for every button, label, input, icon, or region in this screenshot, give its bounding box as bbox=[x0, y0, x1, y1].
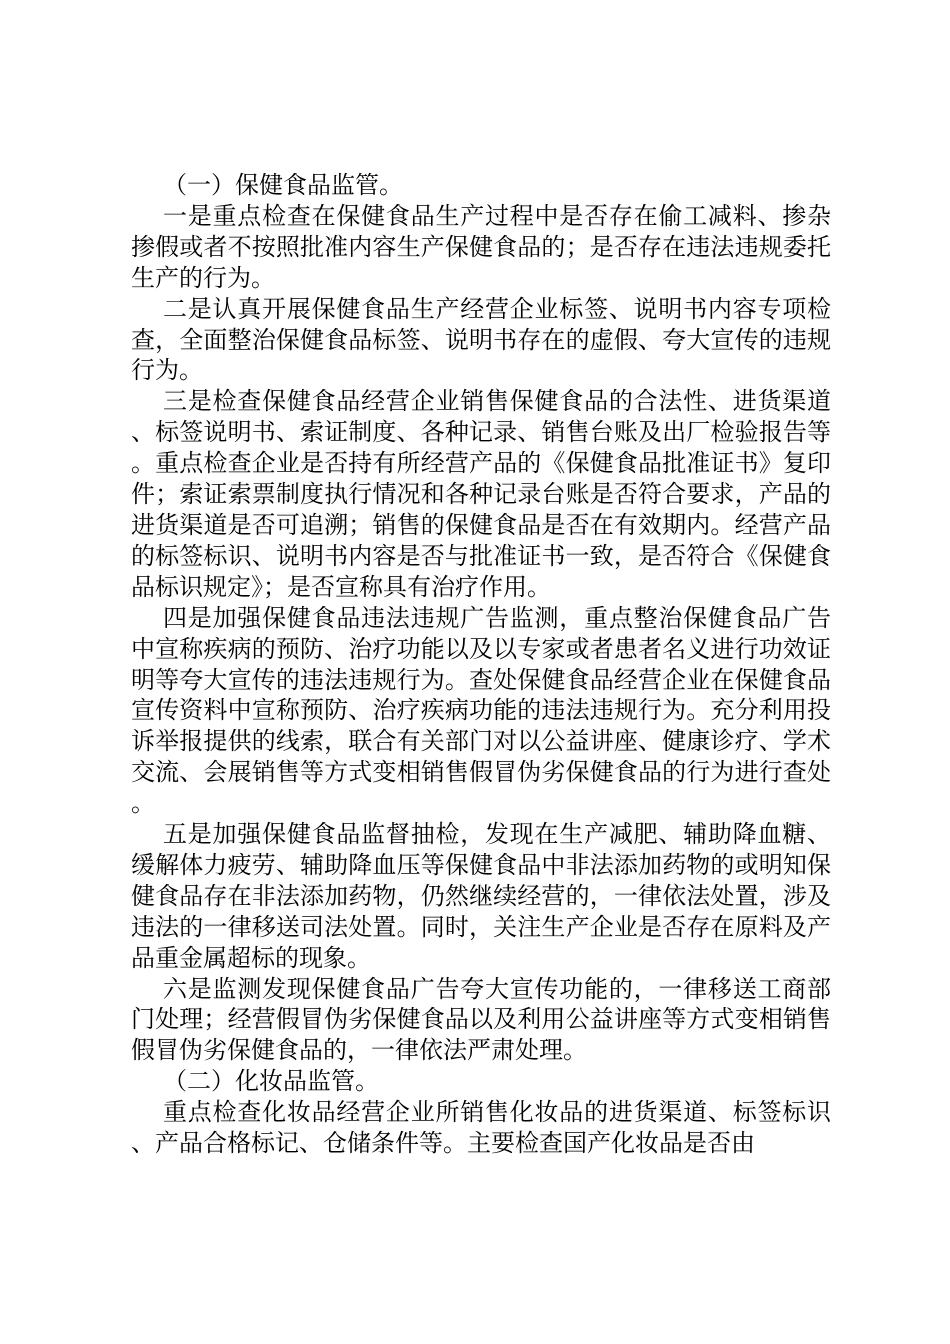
paragraph-sampling-inspection: 五是加强保健食品监督抽检，发现在生产减肥、辅助降血糖、缓解体力疲劳、辅助降血压等保健食品中非法添加药物的或明知保健食品存在非法添加药物，仍然继续经营的，一律依法处置，涉及违法的一律移送司法处置。同时，关注生产企业是否存在原料及产品重金属超标的现象。 bbox=[131, 820, 831, 972]
paragraph-enforcement-transfer: 六是监测发现保健食品广告夸大宣传功能的，一律移送工商部门处理；经营假冒伪劣保健食品以及利用公益讲座等方式变相销售假冒伪劣保健食品的，一律依法严肃处理。 bbox=[131, 974, 831, 1065]
paragraph-distribution-inspection: 三是检查保健食品经营企业销售保健食品的合法性、进货渠道、标签说明书、索证制度、各种记录、销售台账及出厂检验报告等。重点检查企业是否持有所经营产品的《保健食品批准证书》复印件；索证索票制度执行情况和各种记录台账是否符合要求，产品的进货渠道是否可追溯；销售的保健食品是否在有效期内。经营产品的标签标识、说明书内容是否与批准证书一致，是否符合《保健食品标识规定》；是否宣称具有治疗作用。 bbox=[131, 387, 831, 601]
paragraph-label-inspection: 二是认真开展保健食品生产经营企业标签、说明书内容专项检查，全面整治保健食品标签、说明书存在的虚假、夸大宣传的违规行为。 bbox=[131, 294, 831, 385]
paragraph-cosmetics-inspection: 重点检查化妆品经营企业所销售化妆品的进货渠道、标签标识、产品合格标记、仓储条件等。主要检查国产化妆品是否由 bbox=[131, 1098, 831, 1158]
paragraph-advertising-monitoring: 四是加强保健食品违法违规广告监测，重点整治保健食品广告中宣称疾病的预防、治疗功能以及以专家或者患者名义进行功效证明等夸大宣传的违法违规行为。查处保健食品经营企业在保健食品宣传资料中宣称预防、治疗疾病功能的违法违规行为。充分利用投诉举报提供的线索，联合有关部门对以公益讲座、健康诊疗、学术交流、会展销售等方式变相销售假冒伪劣保健食品的行为进行查处。 bbox=[131, 603, 831, 818]
paragraph-inspection-production: 一是重点检查在保健食品生产过程中是否存在偷工减料、掺杂掺假或者不按照批准内容生产保健食品的；是否存在违法违规委托生产的行为。 bbox=[131, 201, 831, 292]
section-heading-health-food: （一）保健食品监管。 bbox=[163, 171, 403, 199]
document-body bbox=[131, 170, 831, 1159]
section-heading-cosmetics: （二）化妆品监管。 bbox=[163, 1067, 379, 1096]
